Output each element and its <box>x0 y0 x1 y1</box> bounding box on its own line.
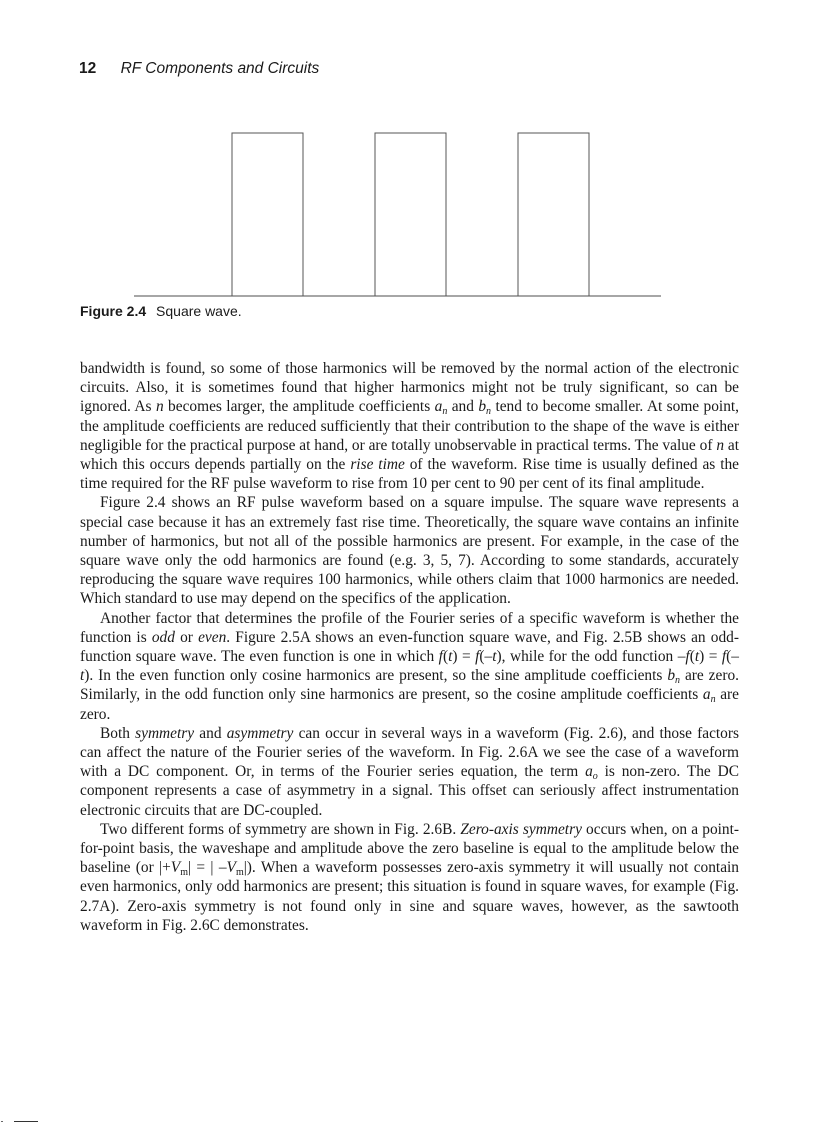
text-run: (– <box>479 648 493 666</box>
text-run: Both <box>100 724 136 742</box>
square-pulse <box>518 133 589 296</box>
page-number: 12 <box>79 60 97 77</box>
footer-mark-dot <box>1 1121 3 1122</box>
text-run: of the waveform. Rise time is usually defined as the time required for the RF pulse waveform to rise from 10 per cent to 90 per cent of its final amplitude. <box>80 456 739 493</box>
text-run: V <box>170 859 181 877</box>
text-run: b <box>478 398 487 416</box>
paragraph <box>80 609 739 724</box>
text-run: b <box>667 667 676 685</box>
text-run: ) = <box>699 648 722 666</box>
text-run: Two different forms of symmetry are shown in Fig. 2.6B. <box>100 820 461 838</box>
text-run: n <box>155 398 164 416</box>
text-run: f <box>721 648 727 666</box>
figure-label: Figure 2.4 <box>80 303 147 319</box>
text-run: t <box>492 648 497 666</box>
text-run: m <box>235 867 244 879</box>
text-run: n <box>442 406 448 418</box>
text-run: asymmetry <box>226 724 294 742</box>
text-run: and <box>194 724 227 742</box>
text-run: ). In the even function only cosine harmonics are present, so the sine amplitude coefficients <box>84 667 668 685</box>
text-run: . Figure 2.5A shows an even-function square wave, and Fig. 2.5B shows an odd-function square wave. The even function is one in which <box>80 628 739 666</box>
text-run: f <box>685 648 690 666</box>
text-run: (– <box>726 648 739 666</box>
text-run: Zero-axis symmetry <box>460 820 582 838</box>
text-run: and <box>447 398 479 416</box>
figure-caption <box>80 303 242 319</box>
text-run: a <box>702 686 711 704</box>
text-run: is non-zero. The DC component represents a case of asymmetry in a signal. This offset can seriously affect instrumentation electronic circuits that are DC-coupled. <box>80 763 739 819</box>
text-run: bandwidth is found, so some of those harmonics will be removed by the normal action of the electronic circuits. Also, it is sometimes found that higher harmonics might not be truly significant, so can be ignored. As <box>80 360 739 416</box>
body-text <box>80 359 739 935</box>
text-run: becomes larger, the amplitude coefficients <box>163 398 435 416</box>
text-run: t <box>448 648 453 666</box>
text-run: n <box>716 436 725 454</box>
text-run: ( <box>689 648 695 666</box>
text-run: n <box>710 694 716 706</box>
text-run: occurs when, on a point-for-point basis, the waveshape and amplitude above the zero baseline is equal to the amplitude below the baseline (or |+ <box>80 820 740 877</box>
text-run: even <box>198 628 227 646</box>
text-run: t <box>694 648 700 666</box>
square-pulse <box>232 133 303 296</box>
text-run: m <box>180 867 188 879</box>
text-run: |). When a waveform possesses zero-axis symmetry it will usually not contain even harmonics, only odd harmonics are present; this situation is found in square waves, for example (Fig. 2.7A). Zero-axis symmetry is not found only in sine and square waves, however, as the sawtooth waveform in Fig. 2.6C demonstrates. <box>80 859 739 934</box>
text-run: ), while for the odd function – <box>496 648 686 666</box>
text-run: ) = <box>452 648 476 666</box>
figure-caption-text: Square wave. <box>156 303 242 319</box>
paragraph <box>80 493 739 608</box>
text-run: tend to become smaller. At some point, the amplitude coefficients are reduced sufficiently that their contribution to the shape of the wave is either negligible for the practical purpose at hand, or are totally unobservable in practical terms. The value of <box>80 398 740 454</box>
book-title: RF Components and Circuits <box>120 60 320 77</box>
text-run: or <box>174 628 199 646</box>
paragraph <box>80 359 739 493</box>
text-run: a <box>585 763 593 781</box>
text-run: Figure 2.4 shows an RF pulse waveform based on a square impulse. The square wave represents a special case because it has an extremely fast rise time. Theoretically, the square wave contains an infinite number of harmonics, but not all of the possible harmonics are present. For example, in the case of the square wave only the odd harmonics are found (e.g. 3, 5, 7). According to some standards, accurately reproducing the square wave requires 100 harmonics, while others claim that 1000 harmonics are needed. Which standard to use may depend on the specifics of the application. <box>80 494 739 608</box>
text-run: n <box>675 675 681 687</box>
paragraph <box>80 724 739 820</box>
text-run: f <box>438 648 443 666</box>
text-run: can occur in several ways in a waveform (Fig. 2.6), and those factors can affect the nature of the Fourier series of the waveform. In Fig. 2.6A we see the case of a waveform with a DC component. Or, in terms of the Fourier series equation, the term <box>80 724 739 781</box>
text-run: o <box>592 771 598 783</box>
text-run: odd <box>151 628 175 646</box>
text-run: are zero. Similarly, in the odd function only sine harmonics are present, so the cosine amplitude coefficients <box>80 667 739 704</box>
square-pulse <box>375 133 446 296</box>
paragraph <box>80 820 739 935</box>
text-run: | = | – <box>187 859 227 877</box>
figure-square-wave <box>0 0 816 340</box>
text-run: n <box>486 406 492 418</box>
text-run: Another factor that determines the profile of the Fourier series of a specific waveform is whether the function is <box>80 609 739 646</box>
text-run: are zero. <box>80 686 739 723</box>
text-run: at which this occurs depends partially on the <box>80 436 739 474</box>
text-run: f <box>475 648 480 666</box>
text-run: t <box>80 667 85 685</box>
text-run: rise time <box>350 456 405 474</box>
footer-mark-rule <box>14 1121 38 1122</box>
text-run: ( <box>442 648 449 666</box>
text-run: a <box>434 398 443 416</box>
text-run: V <box>226 859 236 877</box>
text-run: symmetry <box>135 724 195 742</box>
square-wave-diagram <box>0 0 816 340</box>
